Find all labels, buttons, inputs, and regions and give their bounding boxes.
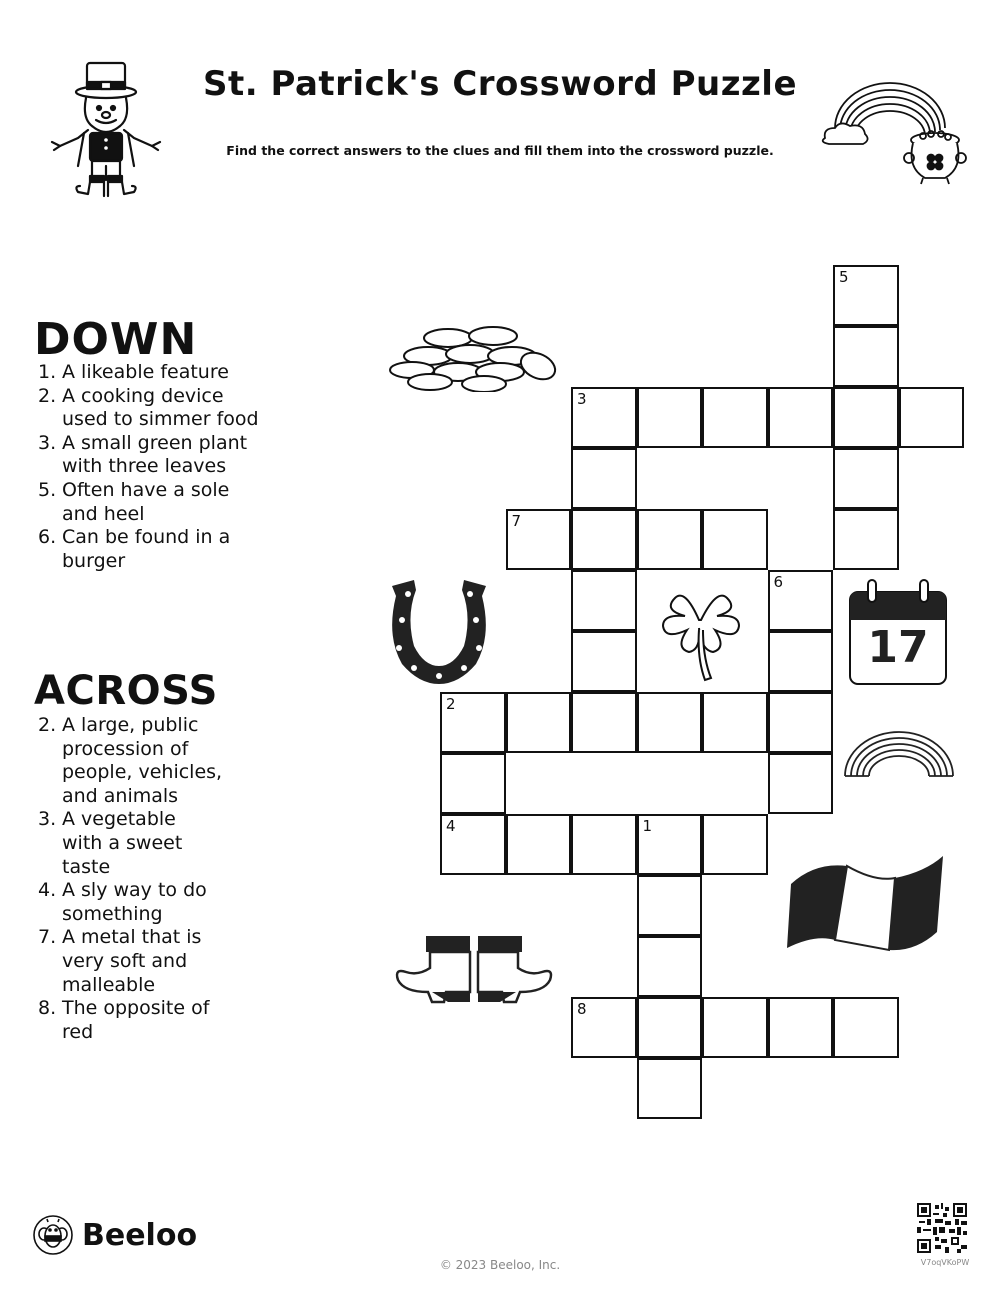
across-heading: ACROSS [34, 668, 218, 714]
qr-code-label: V7oqVKoPW [920, 1258, 970, 1267]
down-clue-5 [38, 479, 268, 526]
crossword-cell[interactable] [637, 692, 703, 753]
clue-text: A cooking device used to simmer food [62, 384, 259, 431]
down-clue-3 [38, 432, 268, 479]
rainbow-pot-of-gold-illustration [815, 78, 980, 188]
crossword-cell[interactable] [571, 631, 637, 692]
crossword-cell[interactable] [571, 387, 637, 448]
clue-number: 5. [38, 478, 57, 501]
clue-number-label: 4 [446, 817, 456, 835]
calendar-day: 17 [867, 622, 929, 673]
crossword-cell[interactable] [637, 814, 703, 875]
across-clue-2 [38, 714, 238, 808]
clue-number-label: 3 [577, 390, 587, 408]
crossword-cell[interactable] [637, 997, 703, 1058]
clue-text: A small green plant with three leaves [62, 431, 248, 478]
crossword-cell[interactable] [833, 387, 899, 448]
clue-number: 4. [38, 879, 57, 902]
crossword-cell[interactable] [833, 265, 899, 326]
crossword-cell[interactable] [571, 448, 637, 509]
across-clue-8 [38, 997, 238, 1044]
down-clue-6 [38, 526, 268, 573]
crossword-cell[interactable] [702, 692, 768, 753]
clue-text: A vegetable with a sweet taste [62, 808, 183, 878]
calendar-icon [848, 578, 948, 688]
crossword-cell[interactable] [768, 570, 834, 631]
crossword-cell[interactable] [571, 692, 637, 753]
clue-number: 3. [38, 431, 57, 454]
clue-number-label: 2 [446, 695, 456, 713]
leprechaun-shoes-illustration [388, 932, 560, 1004]
down-heading: DOWN [34, 314, 198, 365]
horseshoe-illustration [384, 576, 494, 686]
rainbow-illustration [843, 730, 955, 778]
irish-flag-illustration [785, 852, 947, 952]
brand-name: Beeloo [82, 1217, 198, 1253]
beeloo-logo [32, 1214, 197, 1256]
clue-text: A metal that is very soft and malleable [62, 926, 202, 996]
clue-number: 3. [38, 808, 57, 831]
clue-text: Can be found in a burger [62, 526, 231, 572]
crossword-cell[interactable] [506, 692, 572, 753]
crossword-cell[interactable] [571, 509, 637, 570]
crossword-cell[interactable] [833, 509, 899, 570]
crossword-cell[interactable] [506, 509, 572, 570]
clue-number-label: 1 [642, 817, 653, 835]
clue-text: The opposite of red [62, 997, 210, 1043]
clue-text: A sly way to do something [62, 879, 207, 925]
crossword-cell[interactable] [702, 387, 768, 448]
gold-coins-illustration [388, 320, 558, 392]
crossword-cell[interactable] [768, 997, 834, 1058]
clue-number: 1. [38, 361, 57, 383]
crossword-cell[interactable] [768, 692, 834, 753]
bee-icon [32, 1214, 74, 1256]
crossword-cell[interactable] [571, 570, 637, 631]
clue-number-label: 6 [773, 573, 784, 591]
qr-code[interactable] [917, 1203, 967, 1253]
clue-number: 2. [38, 384, 57, 407]
crossword-cell[interactable] [768, 387, 834, 448]
clue-number: 8. [38, 997, 57, 1020]
crossword-cell[interactable] [833, 448, 899, 509]
copyright-text: © 2023 Beeloo, Inc. [439, 1258, 561, 1272]
crossword-cell[interactable] [702, 997, 768, 1058]
down-clue-list [38, 361, 268, 573]
clue-text: A large, public procession of people, vehicles, and animals [62, 714, 223, 807]
crossword-cell[interactable] [702, 509, 768, 570]
crossword-cell[interactable] [833, 997, 899, 1058]
clue-text: Often have a sole and heel [62, 478, 230, 525]
crossword-cell[interactable] [637, 875, 703, 936]
across-clue-4 [38, 879, 238, 926]
crossword-cell[interactable] [440, 814, 506, 875]
clue-number: 2. [38, 714, 57, 736]
crossword-cell[interactable] [768, 753, 834, 814]
clue-number-label: 7 [511, 512, 522, 530]
across-clue-7 [38, 926, 238, 997]
crossword-cell[interactable] [440, 692, 506, 753]
clue-number: 6. [38, 526, 57, 549]
crossword-cell[interactable] [571, 997, 637, 1058]
crossword-cell[interactable] [506, 814, 572, 875]
crossword-cell[interactable] [637, 1058, 703, 1119]
clue-text: A likeable feature [62, 361, 229, 383]
crossword-cell[interactable] [702, 814, 768, 875]
clue-number: 7. [38, 926, 57, 949]
crossword-cell[interactable] [899, 387, 965, 448]
instructions-text: Find the correct answers to the clues and fill them into the crossword puzzle. [226, 143, 774, 158]
page-title: St. Patrick's Crossword Puzzle [202, 64, 798, 104]
clue-number-label: 8 [577, 1000, 587, 1018]
crossword-cell[interactable] [440, 753, 506, 814]
crossword-cell[interactable] [637, 509, 703, 570]
crossword-cell[interactable] [768, 631, 834, 692]
four-leaf-clover-illustration [655, 578, 745, 686]
down-clue-2 [38, 385, 268, 432]
crossword-cell[interactable] [571, 814, 637, 875]
crossword-cell[interactable] [637, 387, 703, 448]
crossword-cell[interactable] [637, 936, 703, 997]
crossword-cell[interactable] [833, 326, 899, 387]
clue-number-label: 5 [839, 268, 849, 286]
across-clue-list [38, 714, 238, 1044]
down-clue-1 [38, 361, 268, 385]
across-clue-3 [38, 808, 238, 879]
